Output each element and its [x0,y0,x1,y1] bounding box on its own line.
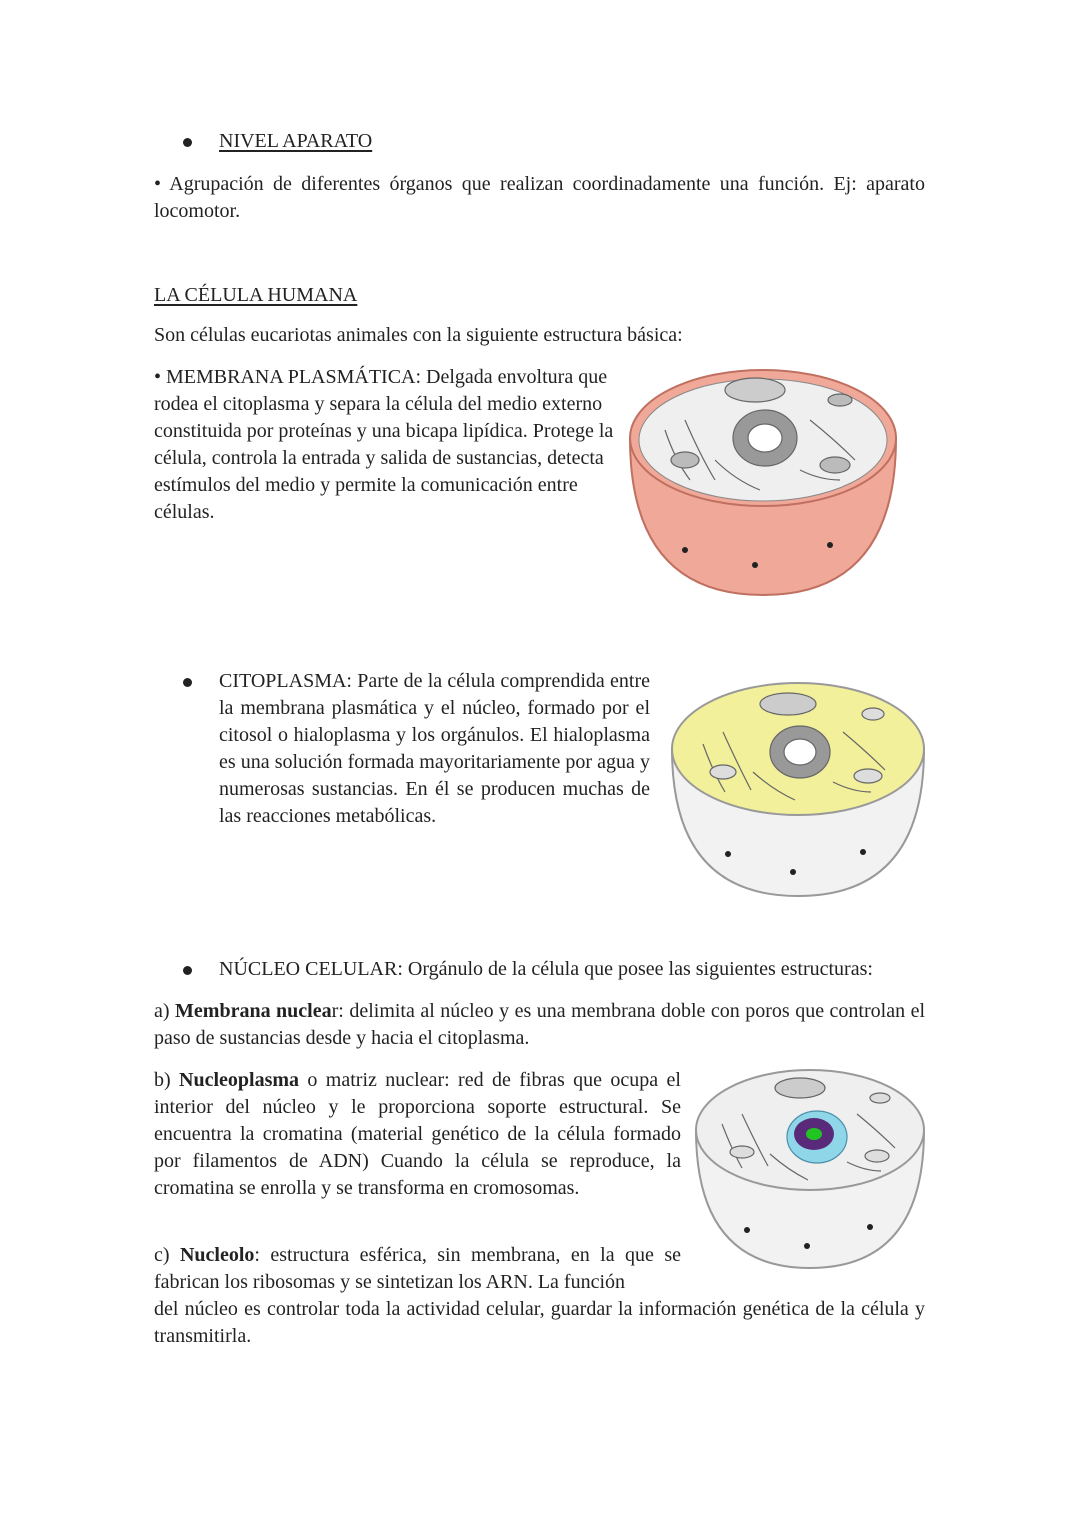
nucleo-b-text [154,1067,681,1202]
cell-cytoplasm-diagram-icon [668,674,928,899]
bullet [183,138,192,147]
a-prefix: a) [154,1000,176,1022]
nucleo-c-text-1 [154,1242,681,1296]
section-heading-celula-humana: LA CÉLULA HUMANA [154,284,358,306]
nucleo-a-text [154,998,925,1052]
section-heading-nivel-aparato: NIVEL APARATO [219,130,373,152]
cell-nucleus-diagram-icon [692,1062,928,1272]
nucleo-c-text-2: del núcleo es controlar toda la actividad celular, guardar la información genética de la célula y transmitirla. [154,1298,925,1347]
membrana-text: • MEMBRANA PLASMÁTICA: Delgada envoltura que rodea el citoplasma y separa la célula del medio externo constituida por proteínas y una bicapa lipídica. Protege la célula, controla la entrada y salida de sustancias, detecta estímulos del medio y permite la comunicación entre células. [154,366,614,523]
c-bold: Nucleolo [179,1244,255,1266]
c-prefix: c) [154,1244,180,1266]
a-rest: r: delimita al núcleo y es una membrana doble con poros que controlan el paso de sustancias desde y hacia el citoplasma. [154,1000,926,1049]
a-bold: Membrana nuclea [175,1000,332,1022]
c-rest-1: : estructura esférica, sin membrana, en la que se fabrican los ribosomas y se sintetizan los ARN. La función [154,1244,681,1293]
bullet [183,966,192,975]
nivel-aparato-text: • Agrupación de diferentes órganos que realizan coordinadamente una función. Ej: aparato locomotor. [154,173,925,222]
celula-intro: Son células eucariotas animales con la siguiente estructura básica: [154,324,683,346]
bullet [183,678,192,687]
b-prefix: b) [154,1069,180,1091]
b-bold: Nucleoplasma [179,1069,300,1091]
citoplasma-text: CITOPLASMA: Parte de la célula comprendida entre la membrana plasmática y el núcleo, formado por el citosol o hialoplasma y los orgánulos. El hialoplasma es una solución formada mayoritariamente por agua y numerosas sustancias. En él se producen muchas de las reacciones metabólicas. [219,670,650,827]
b-rest: o matriz nuclear: red de fibras que ocupa el interior del núcleo y le proporciona soporte estructural. Se encuentra la cromatina (material genético de la célula formado por filamentos de ADN) Cuando la célula se reproduce, la cromatina se enrolla y se transforma en cromosomas. [154,1069,681,1199]
nucleo-heading: NÚCLEO CELULAR: Orgánulo de la célula que posee las siguientes estructuras: [219,958,873,980]
cell-membrane-diagram-icon [625,360,900,600]
